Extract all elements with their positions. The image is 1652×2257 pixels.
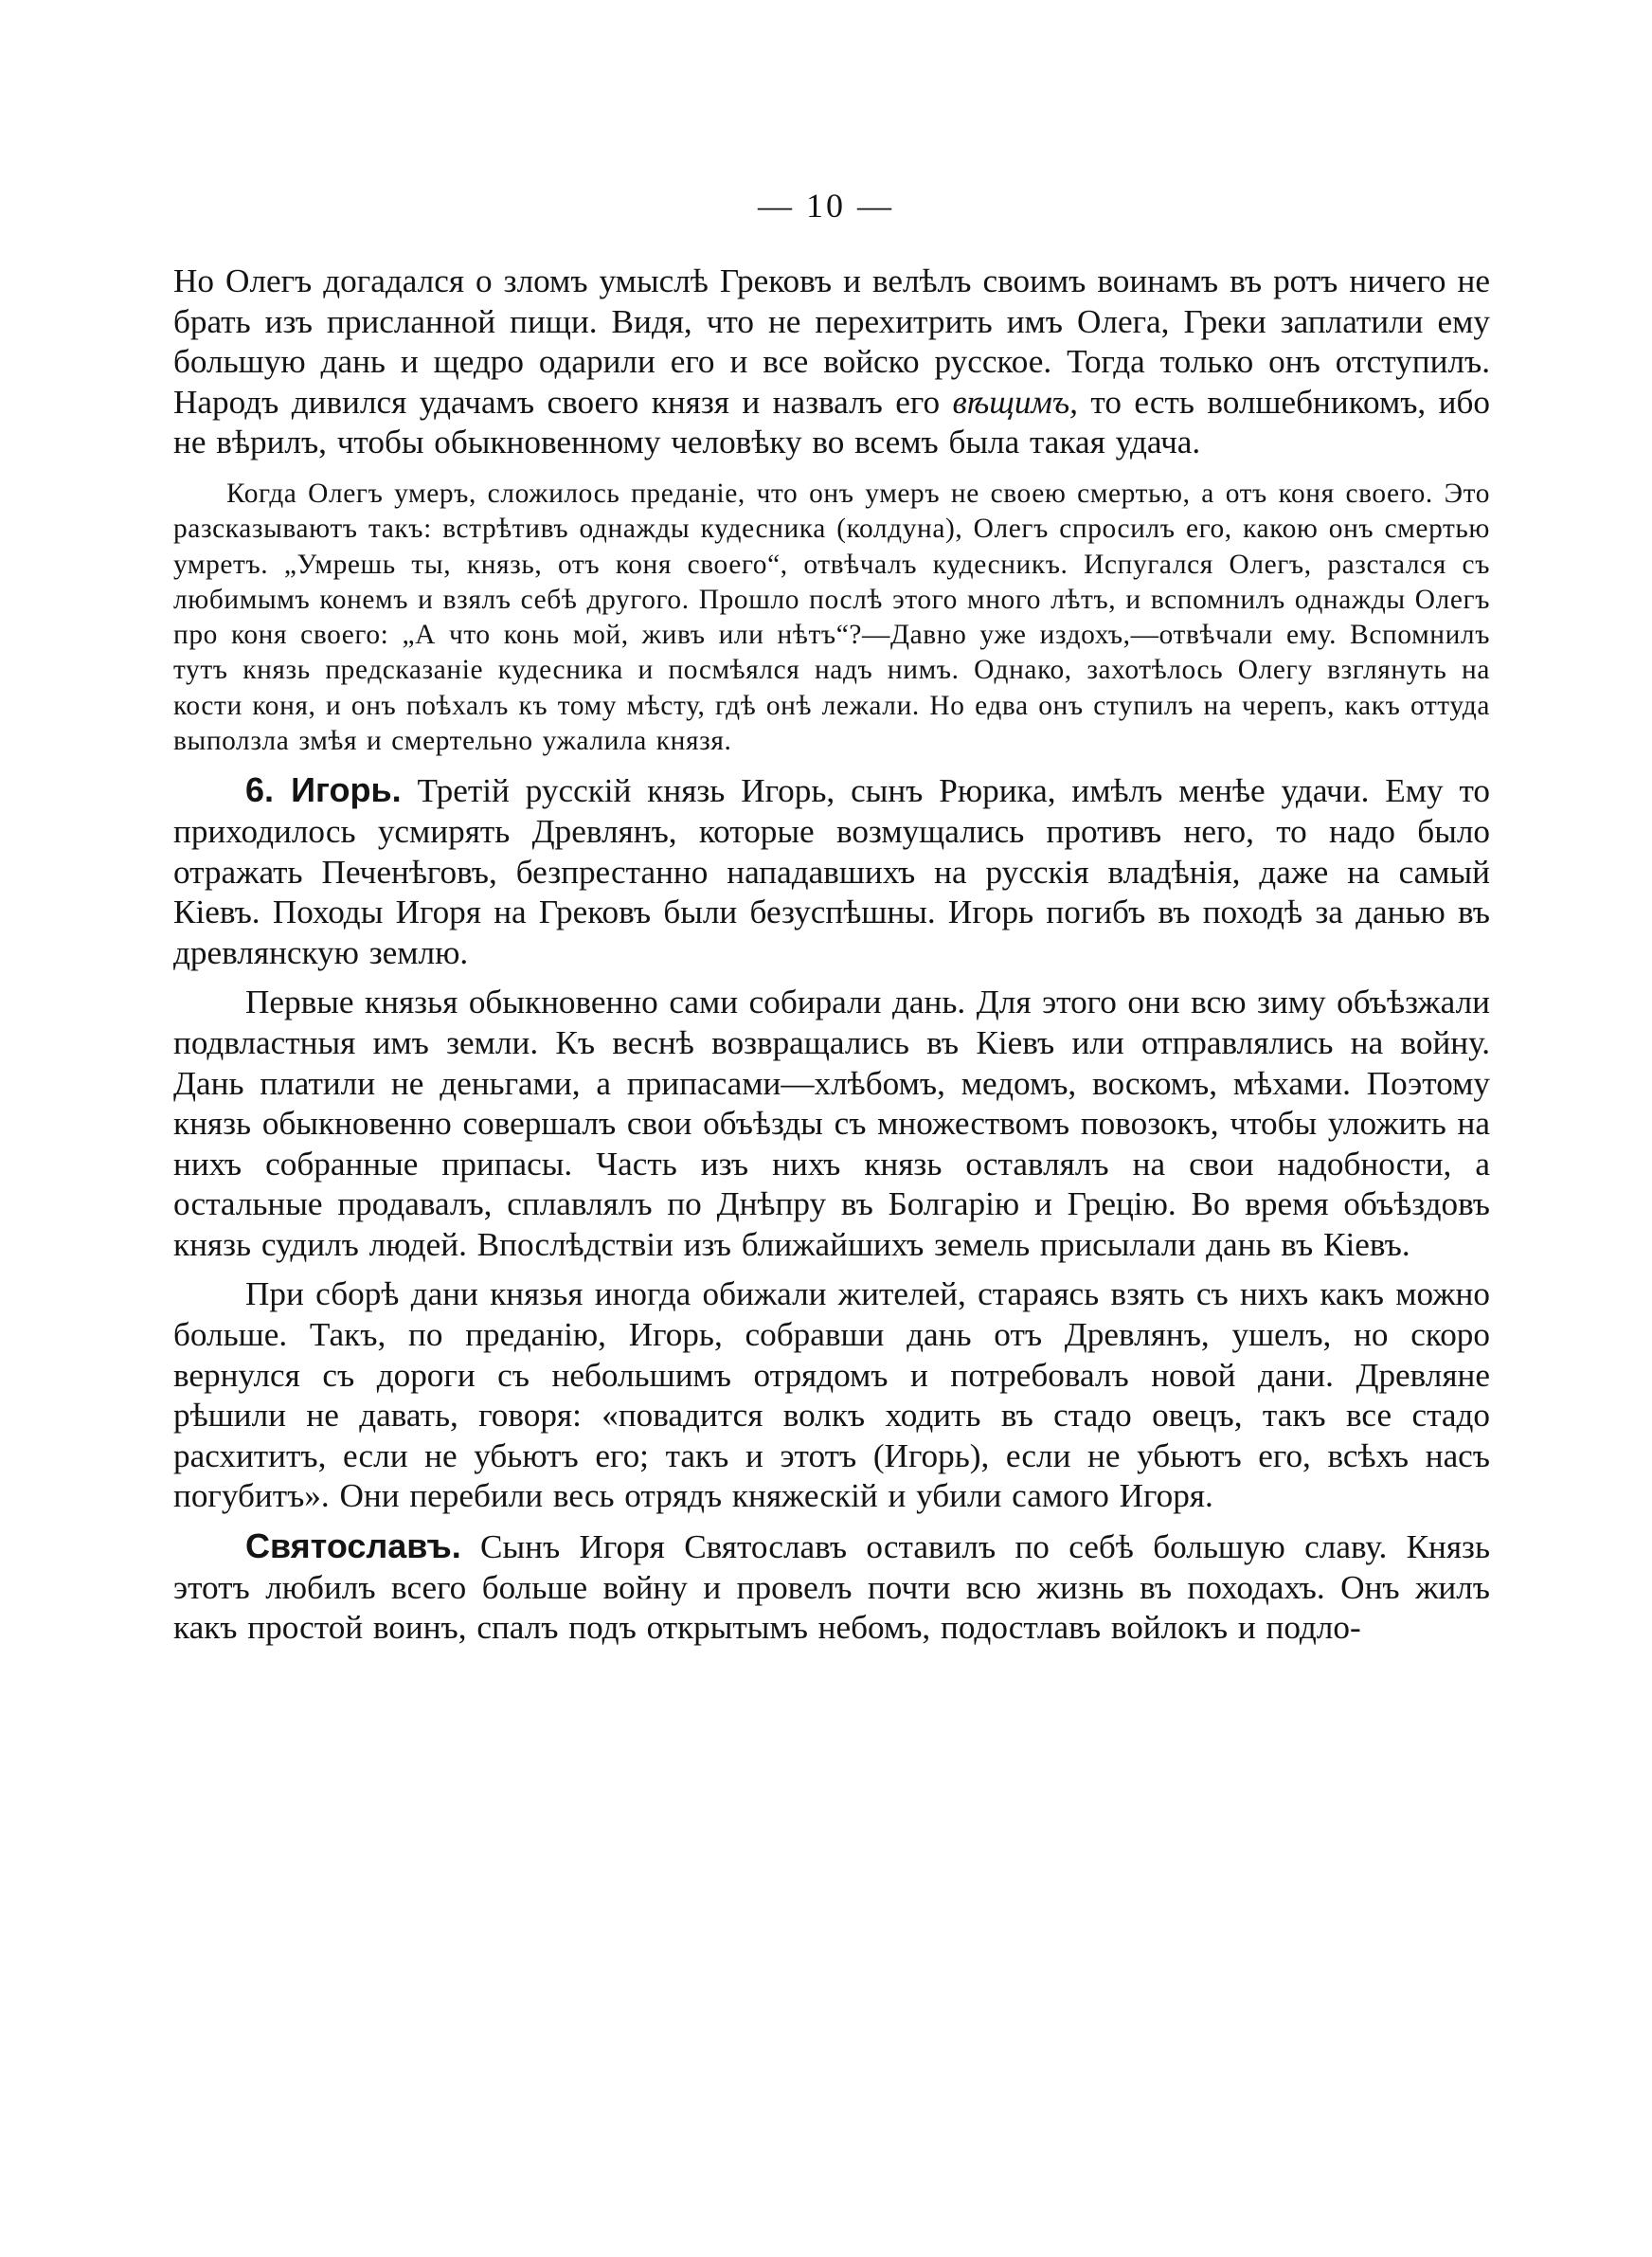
paragraph-text: Третій русскій князь Игорь, сынъ Рюрика, имѣлъ менѣе удачи. Ему то приходилось усмирять Древлянъ, которые возмущались противъ него, то надо было отражать Печенѣговъ, безпрестанно нападавшихъ на русскія владѣнія, даже на самый Кіевъ. Походы Игоря на Грековъ были безуспѣшны. Игорь погибъ въ походѣ за данью въ древлянскую землю.: [173, 772, 1490, 971]
paragraph-text: Сынъ Игоря Святославъ оставилъ по себѣ большую славу. Князь этотъ любилъ всего больше войну и провелъ почти всю жизнь въ походахъ. Онъ жилъ какъ простой воинъ, спалъ подъ открытымъ небомъ, подостлавъ войлокъ и подло-: [173, 1528, 1490, 1647]
paragraph-oleg-greeks: [173, 262, 1490, 463]
paragraph-svyatoslav: [173, 1526, 1490, 1649]
section-heading-igor: 6. Игорь.: [245, 770, 402, 810]
paragraph-igor: [173, 770, 1490, 973]
page-body: [173, 262, 1490, 1649]
paragraph-text: то есть волшебникомъ, ибо не вѣрилъ, чтобы обыкновенному человѣку во всемъ была такая удача.: [173, 383, 1490, 461]
paragraph-drevlyane: При сборѣ дани князья иногда обижали жителей, стараясь взять съ нихъ какъ можно больше. Такъ, по преданію, Игорь, собравши дань отъ Древлянъ, ушелъ, но скоро вернулся съ дороги съ небольшимъ отрядомъ и потребовалъ новой дани. Древляне рѣшили не давать, говоря: «повадится волкъ ходить въ стадо овецъ, такъ все стадо расхититъ, если не убьютъ его; такъ и этотъ (Игорь), если не убьютъ его, всѣхъ насъ погубитъ». Они перебили весь отрядъ княжескій и убили самого Игоря.: [173, 1275, 1490, 1515]
paragraph-oleg-legend: Когда Олегъ умеръ, сложилось преданіе, что онъ умеръ не своею смертью, а отъ коня своего. Это разсказываютъ такъ: встрѣтивъ однажды кудесника (колдуна), Олегъ спросилъ его, какою онъ смертью умретъ. „Умрешь ты, князь, отъ коня своего“, отвѣчалъ кудесникъ. Испугался Олегъ, разстался съ любимымъ конемъ и взялъ себѣ другого. Прошло послѣ этого много лѣтъ, и вспомнилъ однажды Олегъ про коня своего: „А что конь мой, живъ или нѣтъ“?—Давно уже издохъ,—отвѣчали ему. Вспомнилъ тутъ князь предсказаніе кудесника и посмѣялся надъ нимъ. Однако, захотѣлось Олегу взглянуть на кости коня, и онъ поѣхалъ къ тому мѣсту, гдѣ онѣ лежали. Но едва онъ ступилъ на черепъ, какъ оттуда выползла змѣя и смертельно ужалила князя.: [173, 478, 1490, 757]
paragraph-text: Но Олегъ догадался о зломъ умыслѣ Грековъ и велѣлъ своимъ воинамъ въ ротъ ничего не брать изъ присланной пищи. Видя, что не перехитрить имъ Олега, Греки заплатили ему большую дань и щедро одарили его и все войско русское. Тогда только онъ отступилъ. Народъ дивился удачамъ своего князя и назвалъ его: [173, 262, 1490, 421]
emphasis-word: вѣщимъ,: [952, 383, 1078, 421]
page-number: — 10 —: [758, 187, 894, 225]
paragraph-tribute: Первые князья обыкновенно сами собирали дань. Для этого они всю зиму объѣзжали подвластныя имъ земли. Къ веснѣ возвращались въ Кіевъ или отправлялись на войну. Дань платили не деньгами, а припасами—хлѣбомъ, медомъ, воскомъ, мѣхами. Поэтому князь обыкновенно совершалъ свои объѣзды съ множествомъ повозокъ, чтобы уложить на нихъ собранные припасы. Часть изъ нихъ князь оставлялъ на свои надобности, а остальные продавалъ, сплавлялъ по Днѣпру въ Болгарію и Грецію. Во время объѣздовъ князь судилъ людей. Впослѣдствіи изъ ближайшихъ земель присылали дань въ Кіевъ.: [173, 984, 1490, 1263]
section-heading-svyatoslav: Святославъ.: [245, 1526, 461, 1566]
